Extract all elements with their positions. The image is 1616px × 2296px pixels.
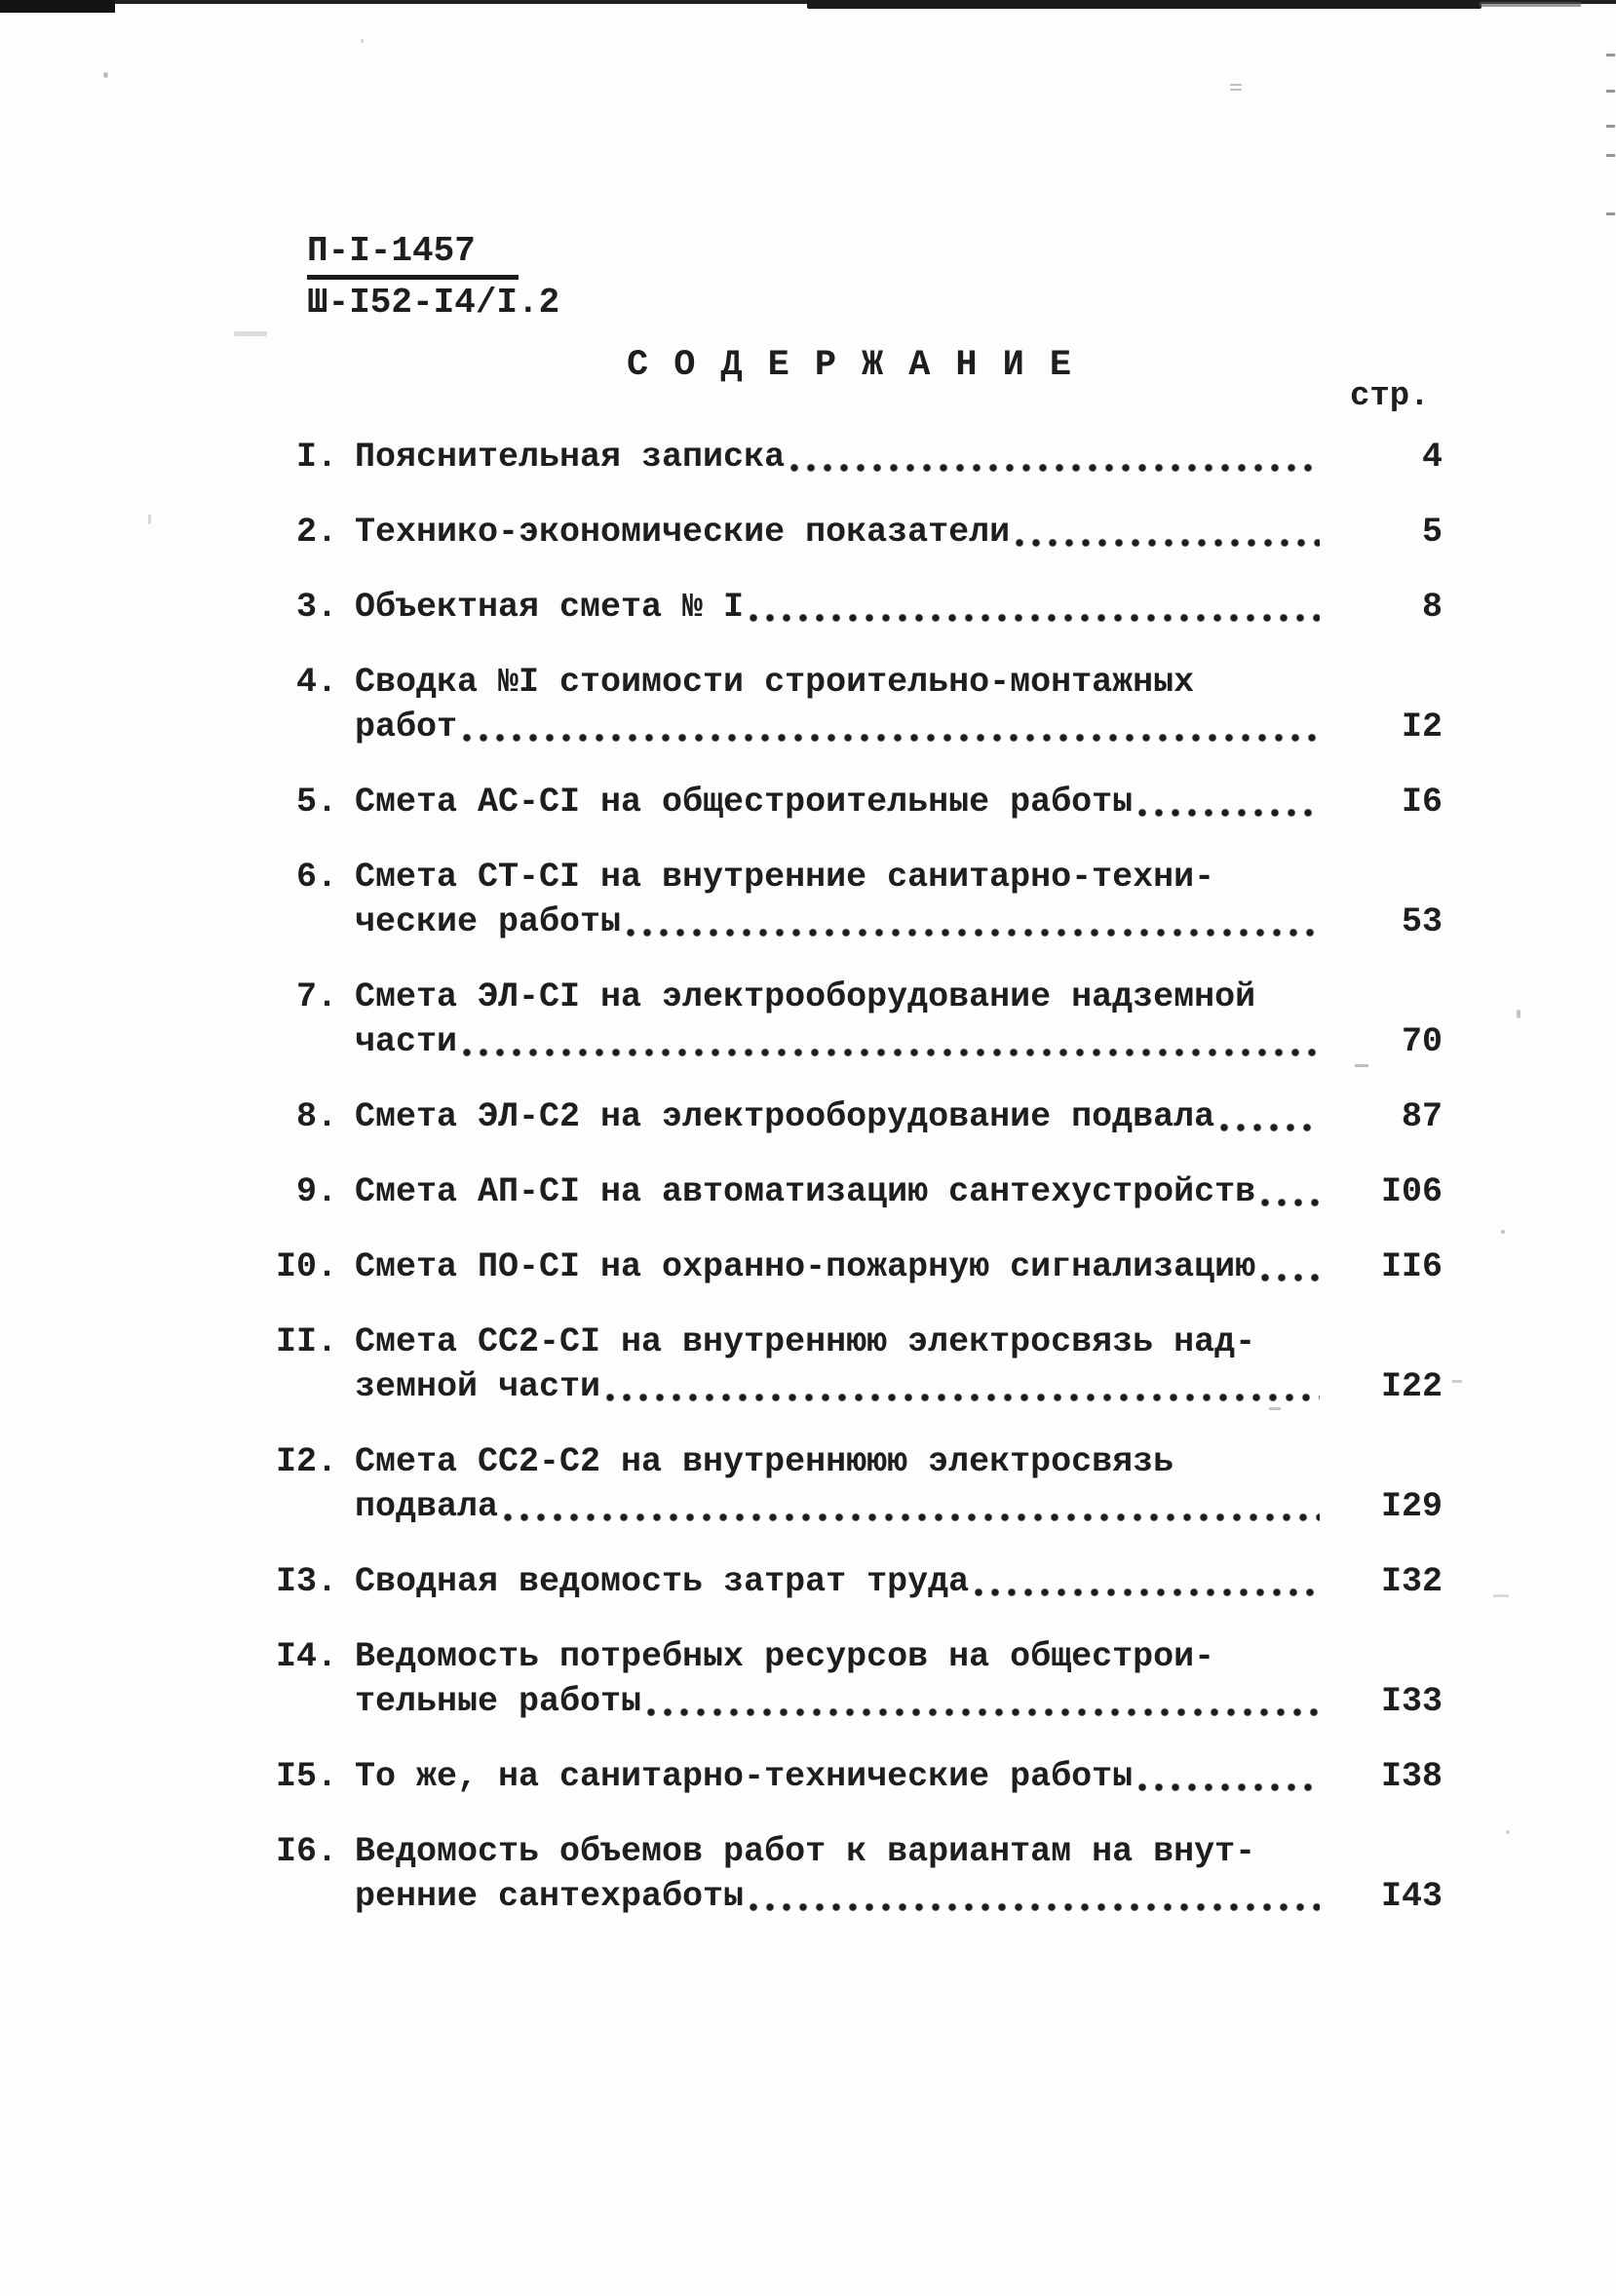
item-number: 4. bbox=[295, 663, 337, 702]
item-page-number: 4 bbox=[1421, 438, 1443, 477]
item-number: I5. bbox=[275, 1757, 337, 1796]
toc-item-line bbox=[234, 510, 1443, 555]
item-title-line: То же, на санитарно-технические работы bbox=[355, 1757, 1134, 1796]
item-number: I2. bbox=[275, 1442, 337, 1481]
toc-item-line bbox=[234, 1874, 1443, 1919]
project-code-line1: П-I-1457 bbox=[307, 228, 519, 280]
dot-leader bbox=[504, 1512, 1320, 1522]
dot-leader bbox=[1261, 1198, 1320, 1207]
item-page-number: I43 bbox=[1380, 1877, 1443, 1916]
toc-item-line bbox=[234, 1320, 1443, 1364]
toc-item-line bbox=[234, 1754, 1443, 1799]
toc-item-line bbox=[234, 660, 1443, 705]
item-title-line: Смета ПО-СI на охранно-пожарную сигнализацию bbox=[355, 1247, 1256, 1286]
item-number: I. bbox=[295, 438, 337, 477]
toc-item-line bbox=[234, 1364, 1443, 1409]
item-number: 3. bbox=[295, 588, 337, 627]
item-title-line: Смета ЭЛ-СI на электрооборудование надземной bbox=[355, 977, 1256, 1016]
item-title-line: ческие работы bbox=[355, 902, 622, 941]
item-title-line: Технико-экономические показатели bbox=[355, 513, 1011, 552]
dot-leader bbox=[790, 463, 1320, 473]
toc-item bbox=[234, 1829, 1443, 1919]
dot-leader bbox=[1016, 538, 1320, 548]
item-title-line: Ведомость потребных ресурсов на общестрои- bbox=[355, 1637, 1215, 1676]
item-page-number: 53 bbox=[1401, 902, 1443, 941]
item-title-line: Смета СТ-СI на внутренние санитарно-техни- bbox=[355, 858, 1215, 897]
item-page-number: I22 bbox=[1380, 1367, 1443, 1406]
item-number: 2. bbox=[295, 513, 337, 552]
item-title-line: Ведомость объемов работ к вариантам на внут- bbox=[355, 1832, 1256, 1871]
toc-item bbox=[234, 1559, 1443, 1604]
item-page-number: 5 bbox=[1421, 513, 1443, 552]
item-page-number: I33 bbox=[1380, 1682, 1443, 1721]
dot-leader bbox=[1138, 1782, 1320, 1792]
toc-item-line bbox=[234, 1169, 1443, 1214]
item-number: I0. bbox=[275, 1247, 337, 1286]
item-page-number: 70 bbox=[1401, 1022, 1443, 1061]
toc-item-line bbox=[234, 1679, 1443, 1724]
item-title-line: части bbox=[355, 1022, 458, 1061]
dot-leader bbox=[647, 1707, 1320, 1717]
toc-item-line bbox=[234, 899, 1443, 944]
toc-item bbox=[234, 510, 1443, 555]
toc-item bbox=[234, 585, 1443, 630]
item-title-line: Сводка №I стоимости строительно-монтажных bbox=[355, 663, 1195, 702]
dot-leader bbox=[750, 1902, 1320, 1912]
toc-item-line bbox=[234, 1829, 1443, 1874]
item-title-line: Смета АС-СI на общестроительные работы bbox=[355, 783, 1134, 822]
item-page-number: II6 bbox=[1380, 1247, 1443, 1286]
item-number: 5. bbox=[295, 783, 337, 822]
item-title-line: тельные работы bbox=[355, 1682, 642, 1721]
item-page-number: I6 bbox=[1401, 783, 1443, 822]
toc-item bbox=[234, 1439, 1443, 1529]
toc-item-line bbox=[234, 1244, 1443, 1289]
toc-item bbox=[234, 1169, 1443, 1214]
dot-leader bbox=[1220, 1123, 1320, 1132]
item-number: 6. bbox=[295, 858, 337, 897]
toc-item-line bbox=[234, 855, 1443, 899]
toc-item-line bbox=[234, 780, 1443, 824]
toc-item-line bbox=[234, 1094, 1443, 1139]
toc-list bbox=[234, 435, 1443, 1949]
toc-item-line bbox=[234, 435, 1443, 479]
toc-item bbox=[234, 1244, 1443, 1289]
dot-leader bbox=[606, 1393, 1320, 1402]
item-title-line: Смета СС2-С2 на внутреннююю электросвязь bbox=[355, 1442, 1174, 1481]
project-code-block bbox=[307, 228, 559, 325]
page-title: СОДЕРЖАНИЕ bbox=[627, 345, 1097, 386]
toc-item-line bbox=[234, 975, 1443, 1019]
toc-item-line bbox=[234, 705, 1443, 749]
toc-item-line bbox=[234, 1019, 1443, 1064]
item-number: I3. bbox=[275, 1562, 337, 1601]
item-title-line: ренние сантехработы bbox=[355, 1877, 745, 1916]
item-number: I6. bbox=[275, 1832, 337, 1871]
item-page-number: I2 bbox=[1401, 708, 1443, 746]
item-number: II. bbox=[275, 1322, 337, 1361]
item-number: 8. bbox=[295, 1097, 337, 1136]
item-number: 9. bbox=[295, 1172, 337, 1211]
item-page-number: I32 bbox=[1380, 1562, 1443, 1601]
item-title-line: земной части bbox=[355, 1367, 601, 1406]
item-page-number: 8 bbox=[1421, 588, 1443, 627]
item-page-number: 87 bbox=[1401, 1097, 1443, 1136]
item-title-line: Сводная ведомость затрат труда bbox=[355, 1562, 970, 1601]
item-title-line: Пояснительная записка bbox=[355, 438, 786, 477]
toc-item bbox=[234, 975, 1443, 1064]
item-title-line: Смета АП-СI на автоматизацию сантехустройств bbox=[355, 1172, 1256, 1211]
item-title-line: Смета СС2-СI на внутреннюю электросвязь над- bbox=[355, 1322, 1256, 1361]
toc-item bbox=[234, 1320, 1443, 1409]
item-page-number: I29 bbox=[1380, 1487, 1443, 1526]
toc-item-line bbox=[234, 1634, 1443, 1679]
toc-item bbox=[234, 780, 1443, 824]
item-title-line: работ bbox=[355, 708, 458, 746]
dot-leader bbox=[750, 613, 1320, 623]
toc-item bbox=[234, 660, 1443, 749]
dot-leader bbox=[463, 1048, 1320, 1057]
dot-leader bbox=[1261, 1273, 1320, 1282]
item-page-number: I06 bbox=[1380, 1172, 1443, 1211]
item-title-line: Объектная смета № I bbox=[355, 588, 745, 627]
toc-item-line bbox=[234, 585, 1443, 630]
toc-item-line bbox=[234, 1439, 1443, 1484]
item-page-number: I38 bbox=[1380, 1757, 1443, 1796]
dot-leader bbox=[1138, 808, 1320, 818]
toc-item bbox=[234, 855, 1443, 944]
item-title-line: Смета ЭЛ-С2 на электрооборудование подвала bbox=[355, 1097, 1215, 1136]
item-number: I4. bbox=[275, 1637, 337, 1676]
dot-leader bbox=[463, 733, 1320, 743]
toc-item bbox=[234, 1754, 1443, 1799]
toc-item bbox=[234, 435, 1443, 479]
project-code-line2: Ш-I52-I4/I.2 bbox=[307, 283, 560, 323]
toc-item-line bbox=[234, 1484, 1443, 1529]
page-column-label: стр. bbox=[1350, 378, 1430, 415]
item-title-line: подвала bbox=[355, 1487, 499, 1526]
dot-leader bbox=[975, 1588, 1320, 1597]
item-number: 7. bbox=[295, 977, 337, 1016]
dot-leader bbox=[627, 928, 1320, 938]
toc-item bbox=[234, 1094, 1443, 1139]
toc-item-line bbox=[234, 1559, 1443, 1604]
toc-item bbox=[234, 1634, 1443, 1724]
